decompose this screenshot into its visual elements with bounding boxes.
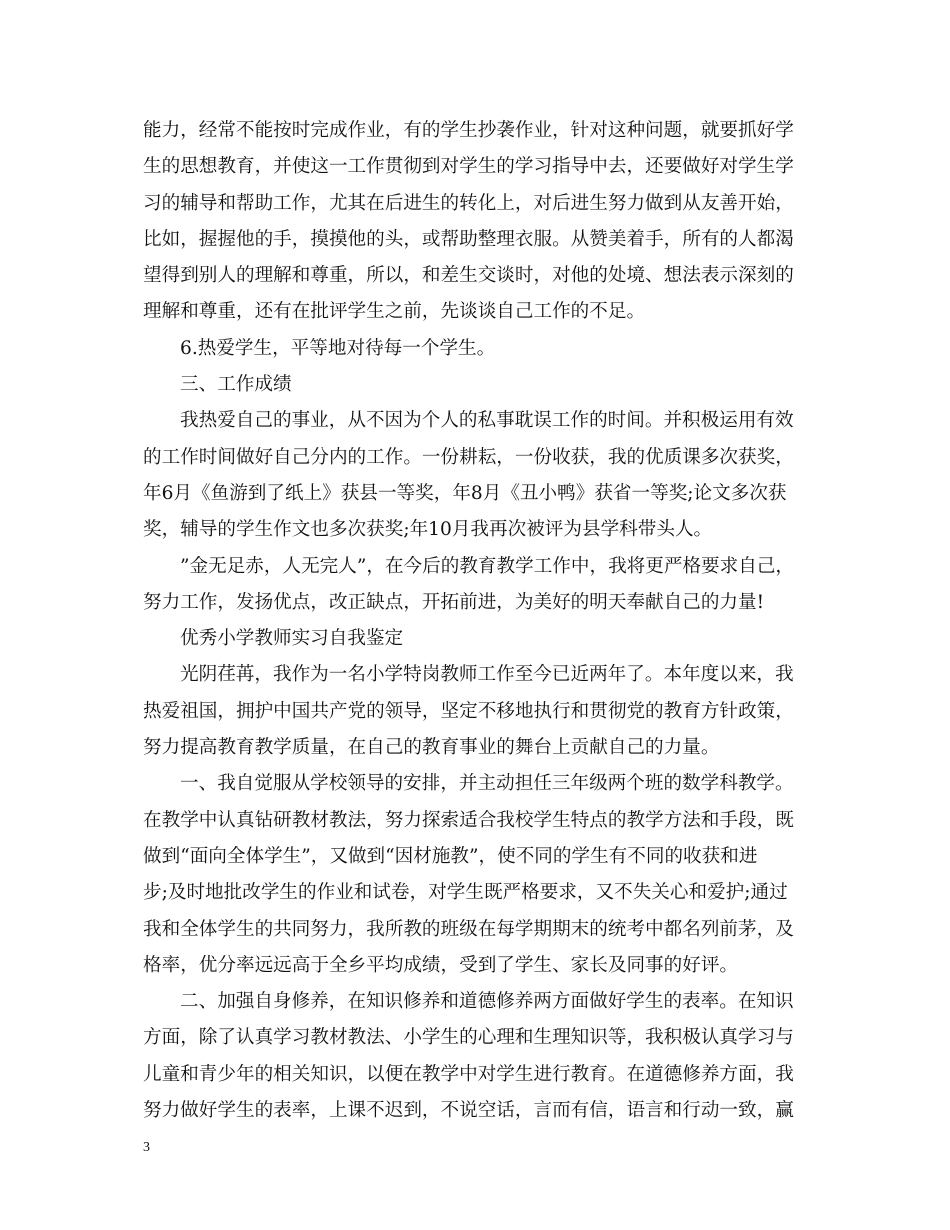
text-line: 习的辅导和帮助工作，尤其在后进生的转化上，对后进生努力做到从友善开始，: [143, 192, 794, 214]
text-line: 生的思想教育，并使这一工作贯彻到对学生的学习指导中去，还要做好对学生学: [143, 156, 794, 178]
text-line: 6.热爱学生，平等地对待每一个学生。: [180, 337, 496, 359]
page-number: 3: [143, 1140, 150, 1155]
text-line: 年6月《鱼游到了纸上》获县一等奖，年8月《丑小鸭》获省一等奖;论文多次获: [143, 482, 787, 504]
document-body: [143, 113, 809, 1129]
text-line: 二、加强自身修养，在知识修养和道德修养两方面做好学生的表率。在知识: [180, 991, 794, 1013]
text-line: 望得到别人的理解和尊重，所以，和差生交谈时，对他的处境、想法表示深刻的: [143, 265, 794, 287]
text-line: 比如，握握他的手，摸摸他的头，或帮助整理衣服。从赞美着手，所有的人都渴: [143, 228, 794, 250]
text-line: 光阴荏苒，我作为一名小学特岗教师工作至今已近两年了。本年度以来，我: [180, 664, 794, 686]
text-line: 在教学中认真钻研教材教法，努力探索适合我校学生特点的教学方法和手段，既: [143, 809, 794, 831]
text-line: 做到“面向全体学生”，又做到“因材施教”，使不同的学生有不同的收获和进: [143, 845, 758, 867]
text-line: 努力工作，发扬优点，改正缺点，开拓前进，为美好的明天奉献自己的力量!: [143, 591, 765, 613]
text-line: 方面，除了认真学习教材教法、小学生的心理和生理知识等，我积极认真学习与: [143, 1027, 794, 1049]
section-heading: 三、工作成绩: [180, 374, 292, 396]
text-line: 努力做好学生的表率，上课不迟到，不说空话，言而有信，语言和行动一致，赢: [143, 1100, 794, 1122]
text-line: 热爱祖国，拥护中国共产党的领导，坚定不移地执行和贯彻党的教育方针政策，: [143, 700, 794, 722]
text-line: 格率，优分率远远高于全乡平均成绩，受到了学生、家长及同事的好评。: [143, 954, 739, 976]
text-line: 儿童和青少年的相关知识，以便在教学中对学生进行教育。在道德修养方面，我: [143, 1063, 794, 1085]
text-line: ”金无足赤，人无完人”，在今后的教育教学工作中，我将更严格要求自己，: [180, 555, 795, 577]
text-line: 步;及时地批改学生的作业和试卷，对学生既严格要求，又不失关心和爱护;通过: [143, 882, 788, 904]
text-line: 理解和尊重，还有在批评学生之前，先谈谈自己工作的不足。: [143, 301, 646, 323]
document-title: 优秀小学教师实习自我鉴定: [180, 628, 404, 650]
text-line: 我热爱自己的事业，从不因为个人的私事耽误工作的时间。并积极运用有效: [180, 410, 794, 432]
text-line: 我和全体学生的共同努力，我所教的班级在每学期期末的统考中都名列前茅，及: [143, 918, 794, 940]
text-line: 的工作时间做好自己分内的工作。一份耕耘，一份收获，我的优质课多次获奖，: [143, 446, 794, 468]
text-line: 奖，辅导的学生作文也多次获奖;年10月我再次被评为县学科带头人。: [143, 519, 713, 541]
text-line: 一、我自觉服从学校领导的安排，并主动担任三年级两个班的数学科教学。: [180, 773, 794, 795]
text-line: 能力，经常不能按时完成作业，有的学生抄袭作业，针对这种问题，就要抓好学: [143, 120, 794, 141]
text-line: 努力提高教育教学质量，在自己的教育事业的舞台上贡献自己的力量。: [143, 737, 720, 759]
